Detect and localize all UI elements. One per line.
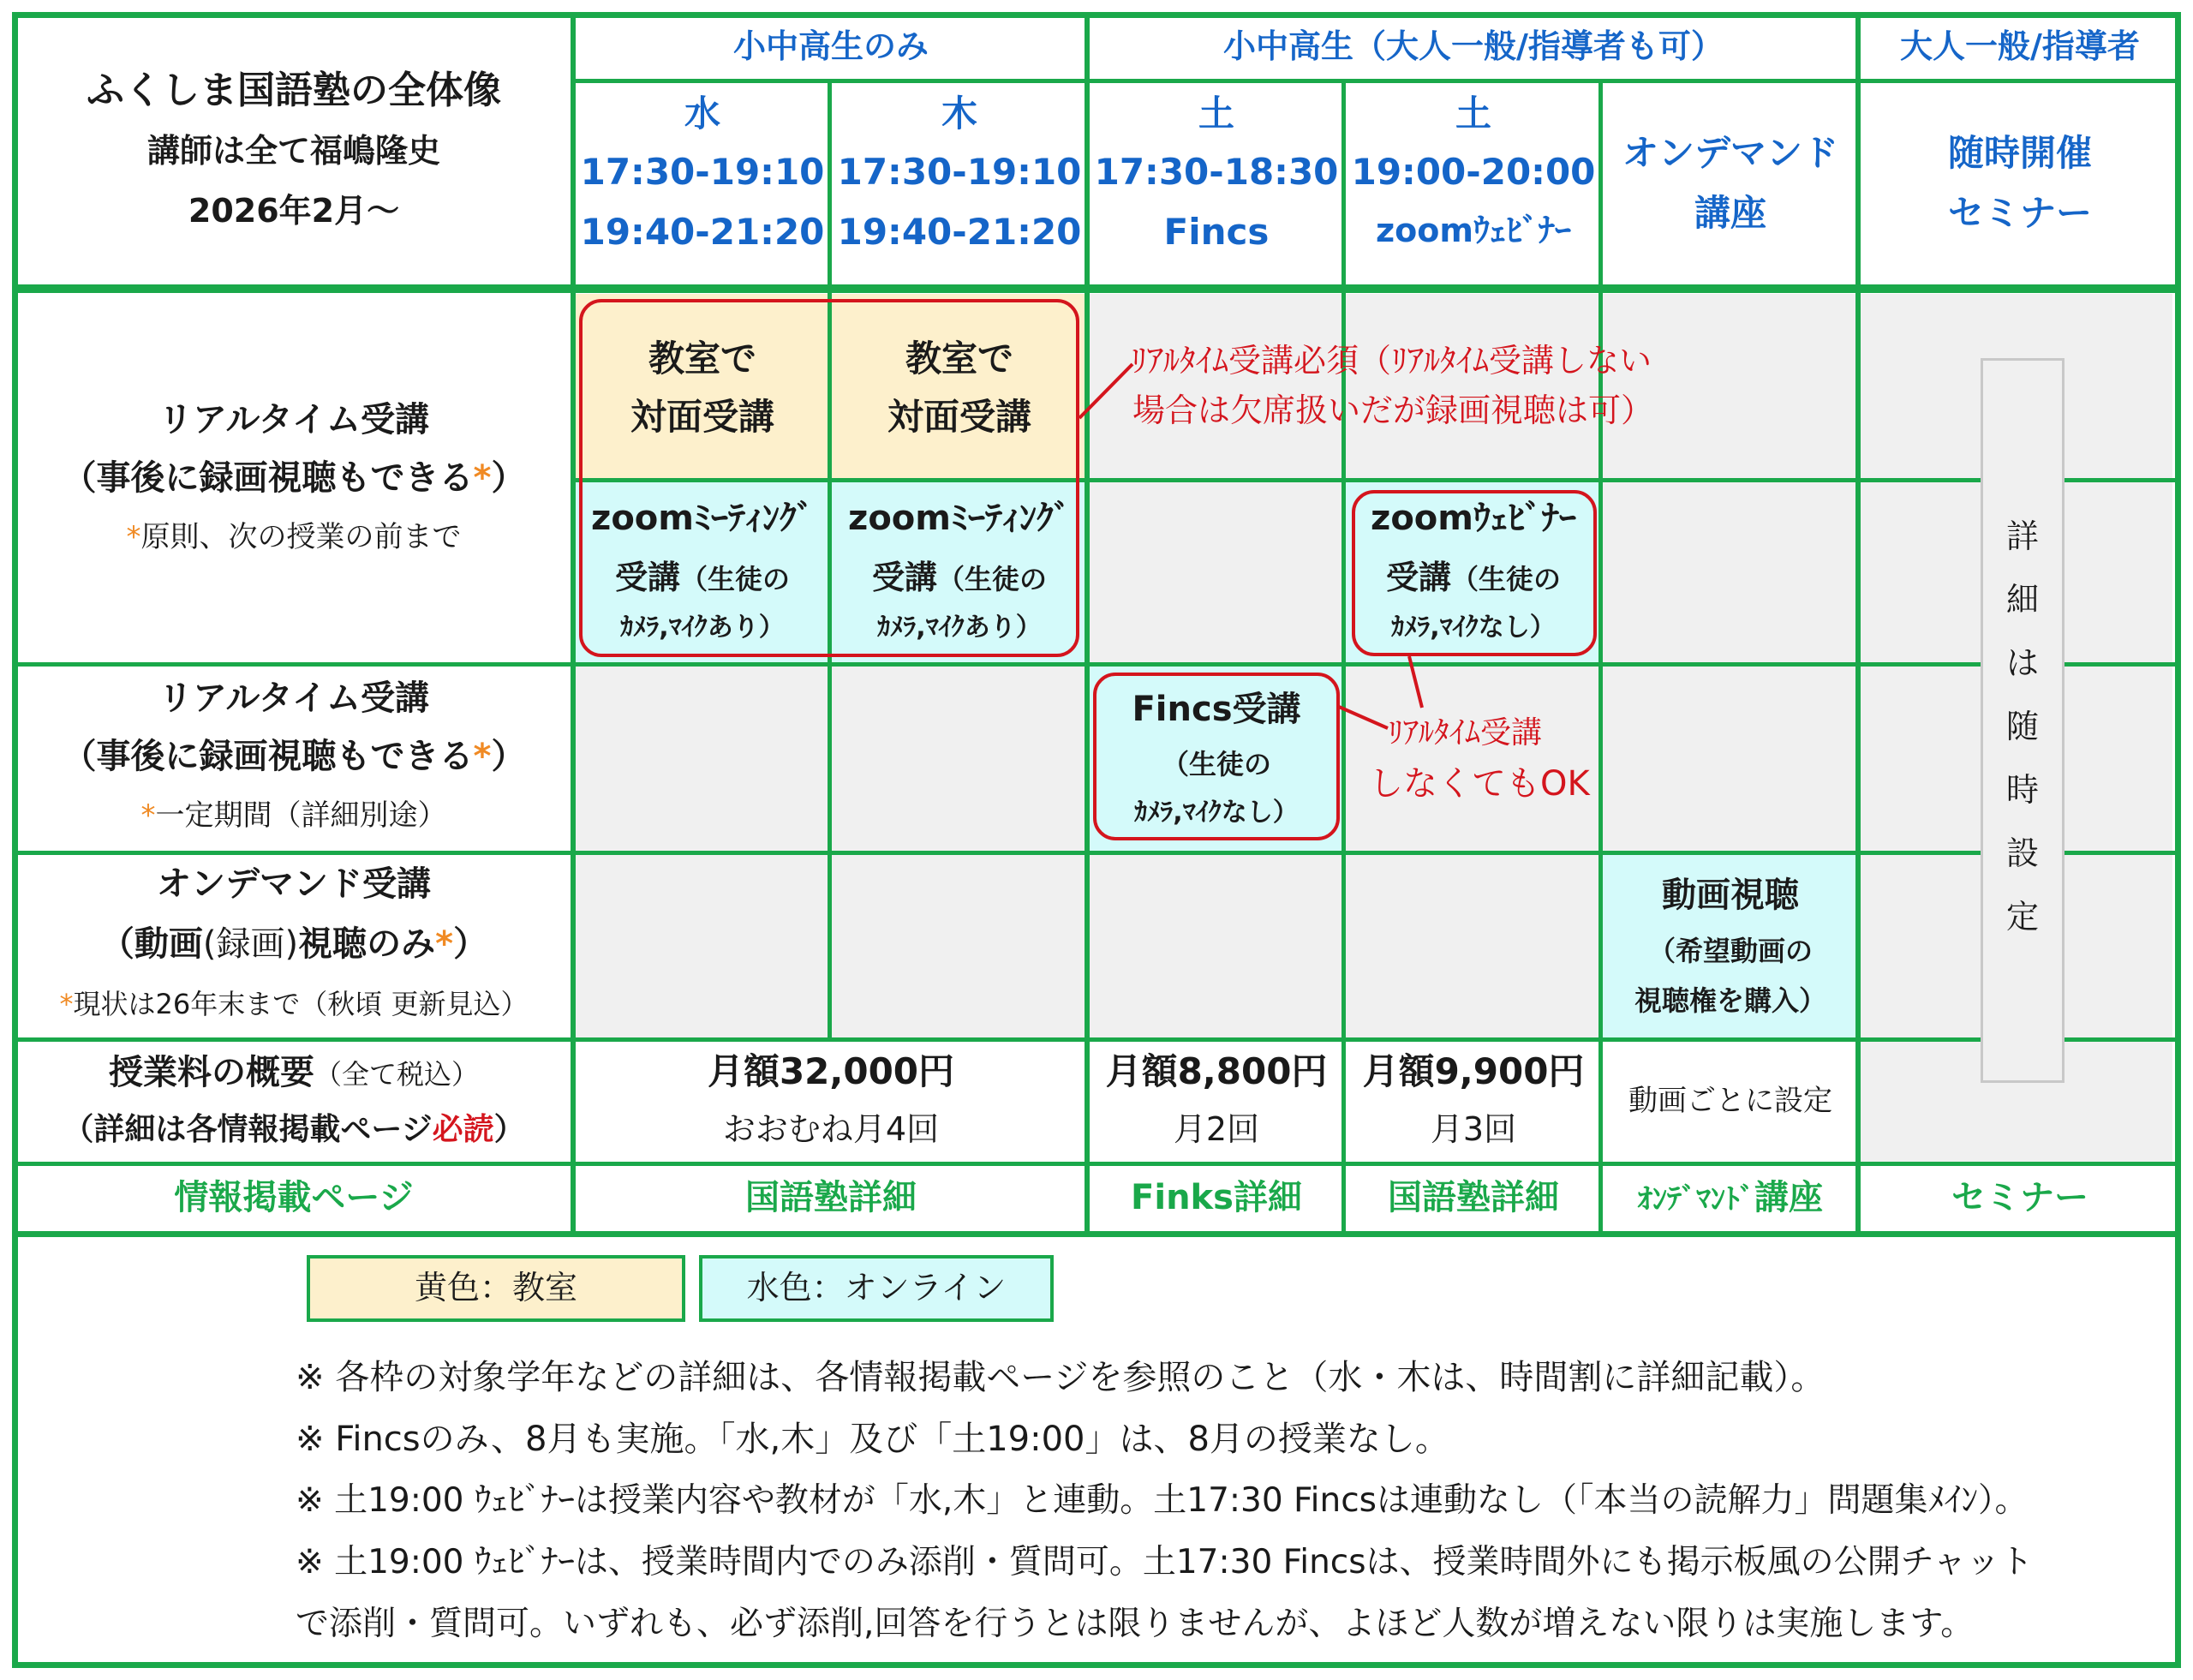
row-sub-realtime: （事後に録画視聴もできる*）	[62, 458, 526, 498]
col-time-wed-1: 17:30-19:10	[580, 151, 825, 193]
fee-wed-thu-amount: 月額32,000円	[707, 1050, 955, 1092]
col-time-sat-fincs: 17:30-18:30	[1094, 151, 1339, 193]
fee-webinar-freq: 月3回	[1430, 1110, 1517, 1148]
seminar-detail-char: 設	[2005, 834, 2039, 872]
classroom-thu-1: 教室で	[905, 338, 1013, 380]
link-kokugo-detail-webinar[interactable]: 国語塾詳細	[1388, 1178, 1559, 1217]
row-label-info: 情報掲載ページ	[174, 1178, 414, 1217]
zoom-wed-2: 受講（生徒の	[614, 559, 791, 596]
row-label-realtime-fincs: リアルタイム受講	[158, 679, 429, 718]
col-label-fincs: Fincs	[1163, 211, 1270, 253]
link-kokugo-detail-wed-thu[interactable]: 国語塾詳細	[745, 1178, 917, 1217]
video-1: 動画視聴	[1662, 876, 1799, 915]
link-ondemand-course[interactable]: ｵﾝﾃﾞﾏﾝﾄﾞ講座	[1638, 1178, 1823, 1217]
seminar-detail-char: 定	[2005, 898, 2039, 936]
video-3: 視聴権を購入）	[1634, 984, 1826, 1017]
classroom-wed-1: 教室で	[648, 338, 756, 380]
col-time-thu-1: 17:30-19:10	[837, 151, 1082, 193]
col-day-sat-webinar: 土	[1455, 93, 1491, 135]
note-line: ※ Fincsのみ、8月も実施。「水,木」及び「土19:00」は、8月の授業なし。	[296, 1420, 1449, 1459]
zoom-wed-3: ｶﾒﾗ,ﾏｲｸあり）	[620, 613, 785, 643]
fee-webinar-amount: 月額9,900円	[1362, 1050, 1585, 1092]
col-time-thu-2: 19:40-21:20	[837, 211, 1082, 253]
note-line: で添削・質問可。いずれも、必ず添削,回答を行うとは限りませんが、よほど人数が増えない限りは実施します。	[296, 1605, 1975, 1643]
group-header-students-adults: 小中高生（大人一般/指導者も可）	[1223, 27, 1724, 65]
row-label-realtime: リアルタイム受講	[158, 400, 429, 439]
row-note-realtime-fincs: *一定期間（詳細別途）	[140, 798, 447, 833]
row-note-ondemand: *現状は26年末まで（秋頃 更新見込）	[59, 988, 529, 1020]
annotation-optional-1: ﾘｱﾙﾀｲﾑ受講	[1388, 715, 1543, 750]
row-sub-realtime-fincs: （事後に録画視聴もできる*）	[62, 737, 526, 776]
webinar-1: zoomｳｪﾋﾞﾅｰ	[1371, 499, 1576, 538]
link-finks-detail[interactable]: Finks詳細	[1131, 1178, 1302, 1217]
zoom-wed-1: zoomﾐｰﾃｨﾝｸﾞ	[591, 499, 814, 538]
row-note-realtime: *原則、次の授業の前まで	[126, 520, 462, 554]
note-line: ※ 土19:00 ｳｪﾋﾞﾅｰは、授業時間内でのみ添削・質問可。土17:30 Fincsは、授業時間外にも掲示板風の公開チャット	[296, 1543, 2034, 1581]
annotation-optional-2: しなくてもOK	[1369, 764, 1590, 804]
col-day-wed: 水	[684, 93, 720, 135]
callout-line	[1339, 707, 1388, 728]
video-2: （希望動画の	[1647, 935, 1813, 967]
seminar-detail-char: 細	[2005, 581, 2039, 619]
row-label-fee: 授業料の概要（全て税込）	[108, 1053, 479, 1092]
annotation-required-2: 場合は欠席扱いだが録画視聴は可）	[1132, 392, 1654, 429]
webinar-3: ｶﾒﾗ,ﾏｲｸなし）	[1391, 613, 1556, 643]
note-line: ※ 各枠の対象学年などの詳細は、各情報掲載ページを参照のこと（水・木は、時間割に詳細記載）。	[296, 1358, 1826, 1397]
row-sub-fee: （詳細は各情報掲載ページ必読）	[63, 1112, 525, 1147]
date-label: 2026年2月～	[188, 192, 400, 230]
zoom-thu-2: 受講（生徒の	[871, 559, 1048, 596]
callout-line	[1409, 656, 1422, 708]
seminar-detail-char: 時	[2005, 771, 2039, 809]
page-title: ふくしま国語塾の全体像	[87, 69, 501, 112]
seminar-detail-char: 随	[2005, 708, 2039, 745]
annotation-required-1: ﾘｱﾙﾀｲﾑ受講必須（ﾘｱﾙﾀｲﾑ受講しない	[1131, 342, 1652, 380]
col-time-wed-2: 19:40-21:20	[580, 211, 825, 253]
row-label-ondemand: オンデマンド受講	[157, 864, 431, 904]
fee-fincs-freq: 月2回	[1173, 1110, 1260, 1148]
seminar-detail-char: 詳	[2005, 517, 2039, 555]
col-seminar-2: セミナー	[1947, 192, 2092, 234]
col-ondemand-2: 講座	[1694, 192, 1766, 234]
classroom-wed-2: 対面受講	[630, 396, 774, 438]
col-ondemand-1: オンデマンド	[1622, 132, 1838, 174]
legend-classroom-label: 黄色：教室	[414, 1269, 577, 1306]
col-time-sat-webinar: 19:00-20:00	[1351, 151, 1596, 193]
webinar-2: 受講（生徒の	[1385, 559, 1562, 596]
fincs-3: ｶﾒﾗ,ﾏｲｸなし）	[1134, 798, 1299, 828]
seminar-detail-char: は	[2005, 644, 2039, 682]
fee-wed-thu-freq: おおむね月4回	[722, 1110, 940, 1148]
col-seminar-1: 随時開催	[1947, 132, 2092, 174]
fincs-1: Fincs受講	[1132, 690, 1301, 729]
fee-fincs-amount: 月額8,800円	[1105, 1050, 1328, 1092]
zoom-thu-3: ｶﾒﾗ,ﾏｲｸあり）	[877, 613, 1042, 643]
col-day-sat-fincs: 土	[1198, 93, 1234, 135]
note-line: ※ 土19:00 ｳｪﾋﾞﾅｰは授業内容や教材が「水,木」と連動。土17:30 Fincsは連動なし（「本当の読解力」問題集ﾒｲﾝ）。	[296, 1481, 2029, 1520]
group-header-students-only: 小中高生のみ	[732, 27, 929, 65]
zoom-thu-1: zoomﾐｰﾃｨﾝｸﾞ	[848, 499, 1071, 538]
instructor-label: 講師は全て福嶋隆史	[146, 132, 440, 170]
col-day-thu: 木	[941, 93, 977, 135]
group-header-adults: 大人一般/指導者	[1900, 27, 2140, 65]
row-sub-ondemand: （動画(録画)視聴のみ*）	[99, 924, 488, 964]
callout-line	[1079, 364, 1132, 418]
link-seminar[interactable]: セミナー	[1951, 1178, 2088, 1217]
col-label-webinar: zoomｳｪﾋﾞﾅｰ	[1376, 212, 1571, 249]
legend-online-label: 水色：オンライン	[746, 1269, 1007, 1306]
fee-ondemand: 動画ごとに設定	[1628, 1084, 1832, 1118]
fincs-2: （生徒の	[1161, 748, 1271, 780]
classroom-thu-2: 対面受講	[887, 396, 1031, 438]
